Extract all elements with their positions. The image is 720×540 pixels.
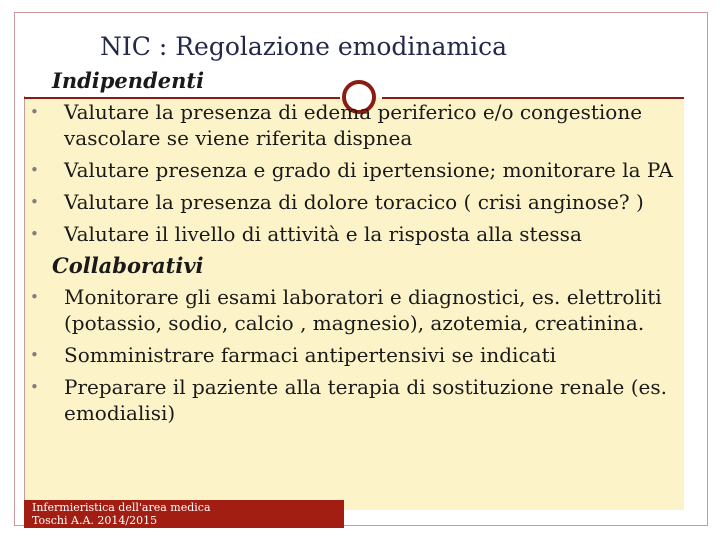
bullet-icon: •	[30, 378, 39, 396]
list-item	[30, 189, 690, 215]
list-item-text: Valutare la presenza di dolore toracico ( crisi anginose? )	[64, 190, 644, 214]
list-item	[30, 99, 690, 151]
bullet-icon: •	[30, 346, 39, 364]
slide-content	[30, 68, 690, 432]
list-item-text: Monitorare gli esami laboratori e diagnostici, es. elettroliti (potassio, sodio, calcio , magnesio), azotemia, creatinina.	[64, 285, 662, 335]
footer-author-year: Toschi A.A. 2014/2015	[32, 514, 158, 527]
bullet-icon: •	[30, 225, 39, 243]
bullet-list-indipendenti	[30, 99, 690, 247]
footer-course: Infermieristica dell'area medica	[32, 501, 211, 514]
list-item	[30, 342, 690, 368]
bullet-icon: •	[30, 161, 39, 179]
bullet-icon: •	[30, 103, 39, 121]
list-item	[30, 284, 690, 336]
list-item	[30, 157, 690, 183]
bullet-list-collaborativi	[30, 284, 690, 426]
list-item-text: Somministrare farmaci antipertensivi se indicati	[64, 343, 557, 367]
slide-title: NIC : Regolazione emodinamica	[100, 32, 507, 61]
panel-left-border	[24, 96, 25, 510]
footer-text	[32, 501, 211, 527]
list-item-text: Valutare presenza e grado di ipertensione; monitorare la PA	[64, 158, 673, 182]
bullet-icon: •	[30, 193, 39, 211]
list-item-text: Valutare la presenza di edema periferico e/o congestione vascolare se viene riferita dispnea	[64, 100, 643, 150]
list-item	[30, 374, 690, 426]
list-item-text: Valutare il livello di attività e la risposta alla stessa	[64, 222, 582, 246]
bullet-icon: •	[30, 288, 39, 306]
list-item-text: Preparare il paziente alla terapia di sostituzione renale (es. emodialisi)	[64, 375, 667, 425]
section-heading-indipendenti: Indipendenti	[52, 68, 205, 93]
list-item	[30, 221, 690, 247]
section-heading-collaborativi: Collaborativi	[52, 253, 204, 278]
